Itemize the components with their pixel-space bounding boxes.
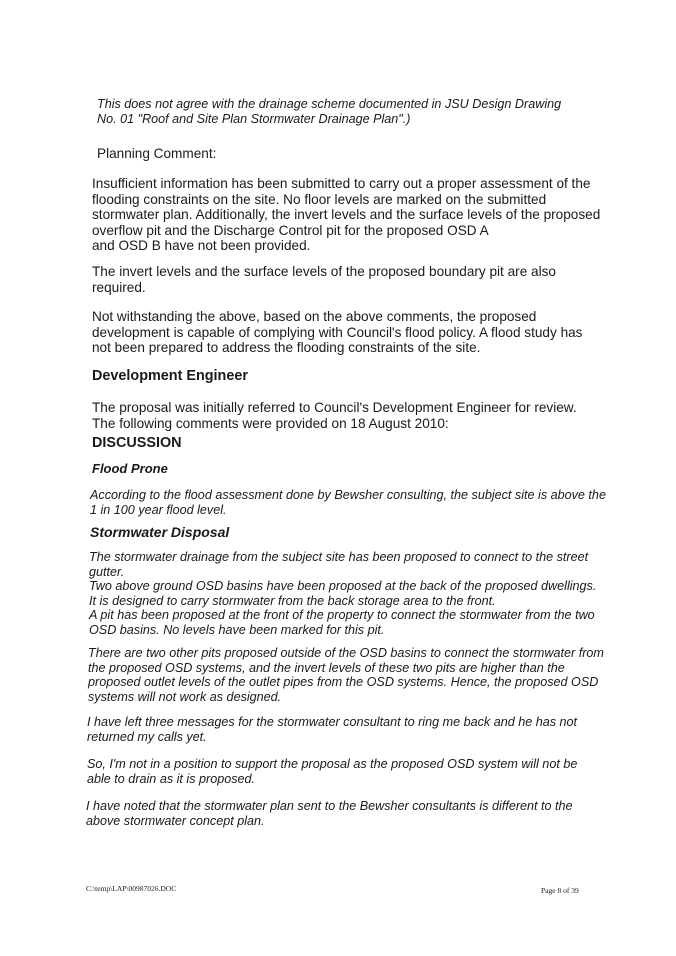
- flood-prone-paragraph: [90, 488, 606, 517]
- stormwater-paragraph-3: [87, 715, 577, 744]
- footer-page-number: Page 8 of 39: [541, 886, 579, 895]
- text-line: development is capable of complying with Council's flood policy. A flood study has: [92, 324, 583, 340]
- text-line: It is designed to carry stormwater from the back storage area to the front.: [89, 593, 496, 608]
- text-line: I have left three messages for the stormwater consultant to ring me back and he has not: [87, 715, 578, 729]
- text-line: above stormwater concept plan.: [86, 813, 265, 828]
- development-engineer-paragraph: [92, 400, 577, 431]
- text-line: proposed outlet levels of the outlet pipes from the OSD systems. Hence, the proposed OSD: [88, 675, 599, 690]
- text-line: So, I'm not in a position to support the proposal as the proposed OSD system will not be: [87, 757, 578, 771]
- stormwater-paragraph-2: [88, 646, 604, 704]
- text-line: and OSD B have not been provided.: [92, 238, 311, 253]
- planning-comment-label: Planning Comment:: [97, 146, 217, 161]
- discussion-heading: DISCUSSION: [92, 435, 182, 451]
- text-line: required.: [92, 279, 146, 295]
- text-line: systems will not work as designed.: [88, 689, 282, 704]
- development-engineer-heading: Development Engineer: [92, 368, 248, 384]
- text-line: This does not agree with the drainage scheme documented in JSU Design Drawing: [97, 97, 562, 111]
- text-line: According to the flood assessment done by Bewsher consulting, the subject site is above the: [90, 488, 606, 502]
- text-line: Not withstanding the above, based on the above comments, the proposed: [92, 309, 537, 324]
- stormwater-paragraph-5: [86, 799, 573, 828]
- stormwater-paragraph-4: [87, 757, 577, 786]
- text-line: A pit has been proposed at the front of the property to connect the stormwater from the two: [89, 608, 595, 623]
- text-line: I have noted that the stormwater plan sent to the Bewsher consultants is different to the: [86, 799, 573, 813]
- text-line: stormwater plan. Additionally, the invert levels and the surface levels of the proposed: [92, 207, 601, 222]
- text-line: The invert levels and the surface levels of the proposed boundary pit are also: [92, 264, 556, 279]
- text-line: 1 in 100 year flood level.: [90, 502, 227, 517]
- text-line: Insufficient information has been submitted to carry out a proper assessment of the: [92, 176, 591, 191]
- text-line: returned my calls yet.: [87, 729, 207, 744]
- text-line: overflow pit and the Discharge Control pit for the proposed OSD A: [92, 222, 489, 238]
- text-line: able to drain as it is proposed.: [87, 771, 256, 786]
- planning-paragraph-1: [92, 176, 600, 254]
- text-line: Two above ground OSD basins have been proposed at the back of the proposed dwellings.: [89, 579, 597, 594]
- planning-paragraph-3: [92, 309, 582, 356]
- text-line: flooding constraints on the site. No floor levels are marked on the submitted: [92, 191, 547, 207]
- text-line: The following comments were provided on 18 August 2010:: [92, 415, 449, 431]
- text-line: the proposed OSD systems, and the invert levels of these two pits are higher than the: [88, 660, 565, 675]
- planning-paragraph-2: [92, 264, 556, 295]
- text-line: OSD basins. No levels have been marked for this pit.: [89, 622, 385, 637]
- text-line: not been prepared to address the flooding constraints of the site.: [92, 340, 481, 355]
- stormwater-disposal-heading: Stormwater Disposal: [90, 524, 230, 540]
- footer-file-path: C:\temp\LAP\00987026.DOC: [86, 884, 177, 893]
- text-line: gutter.: [89, 564, 125, 579]
- text-line: The proposal was initially referred to Council's Development Engineer for review.: [92, 400, 577, 415]
- text-line: There are two other pits proposed outside of the OSD basins to connect the stormwater from: [88, 646, 604, 660]
- intro-italic-paragraph: [97, 97, 561, 126]
- text-line: No. 01 "Roof and Site Plan Stormwater Drainage Plan".): [97, 111, 411, 126]
- flood-prone-heading: Flood Prone: [92, 461, 168, 476]
- text-line: The stormwater drainage from the subject site has been proposed to connect to the street: [89, 550, 589, 564]
- stormwater-paragraph-1: [89, 550, 596, 638]
